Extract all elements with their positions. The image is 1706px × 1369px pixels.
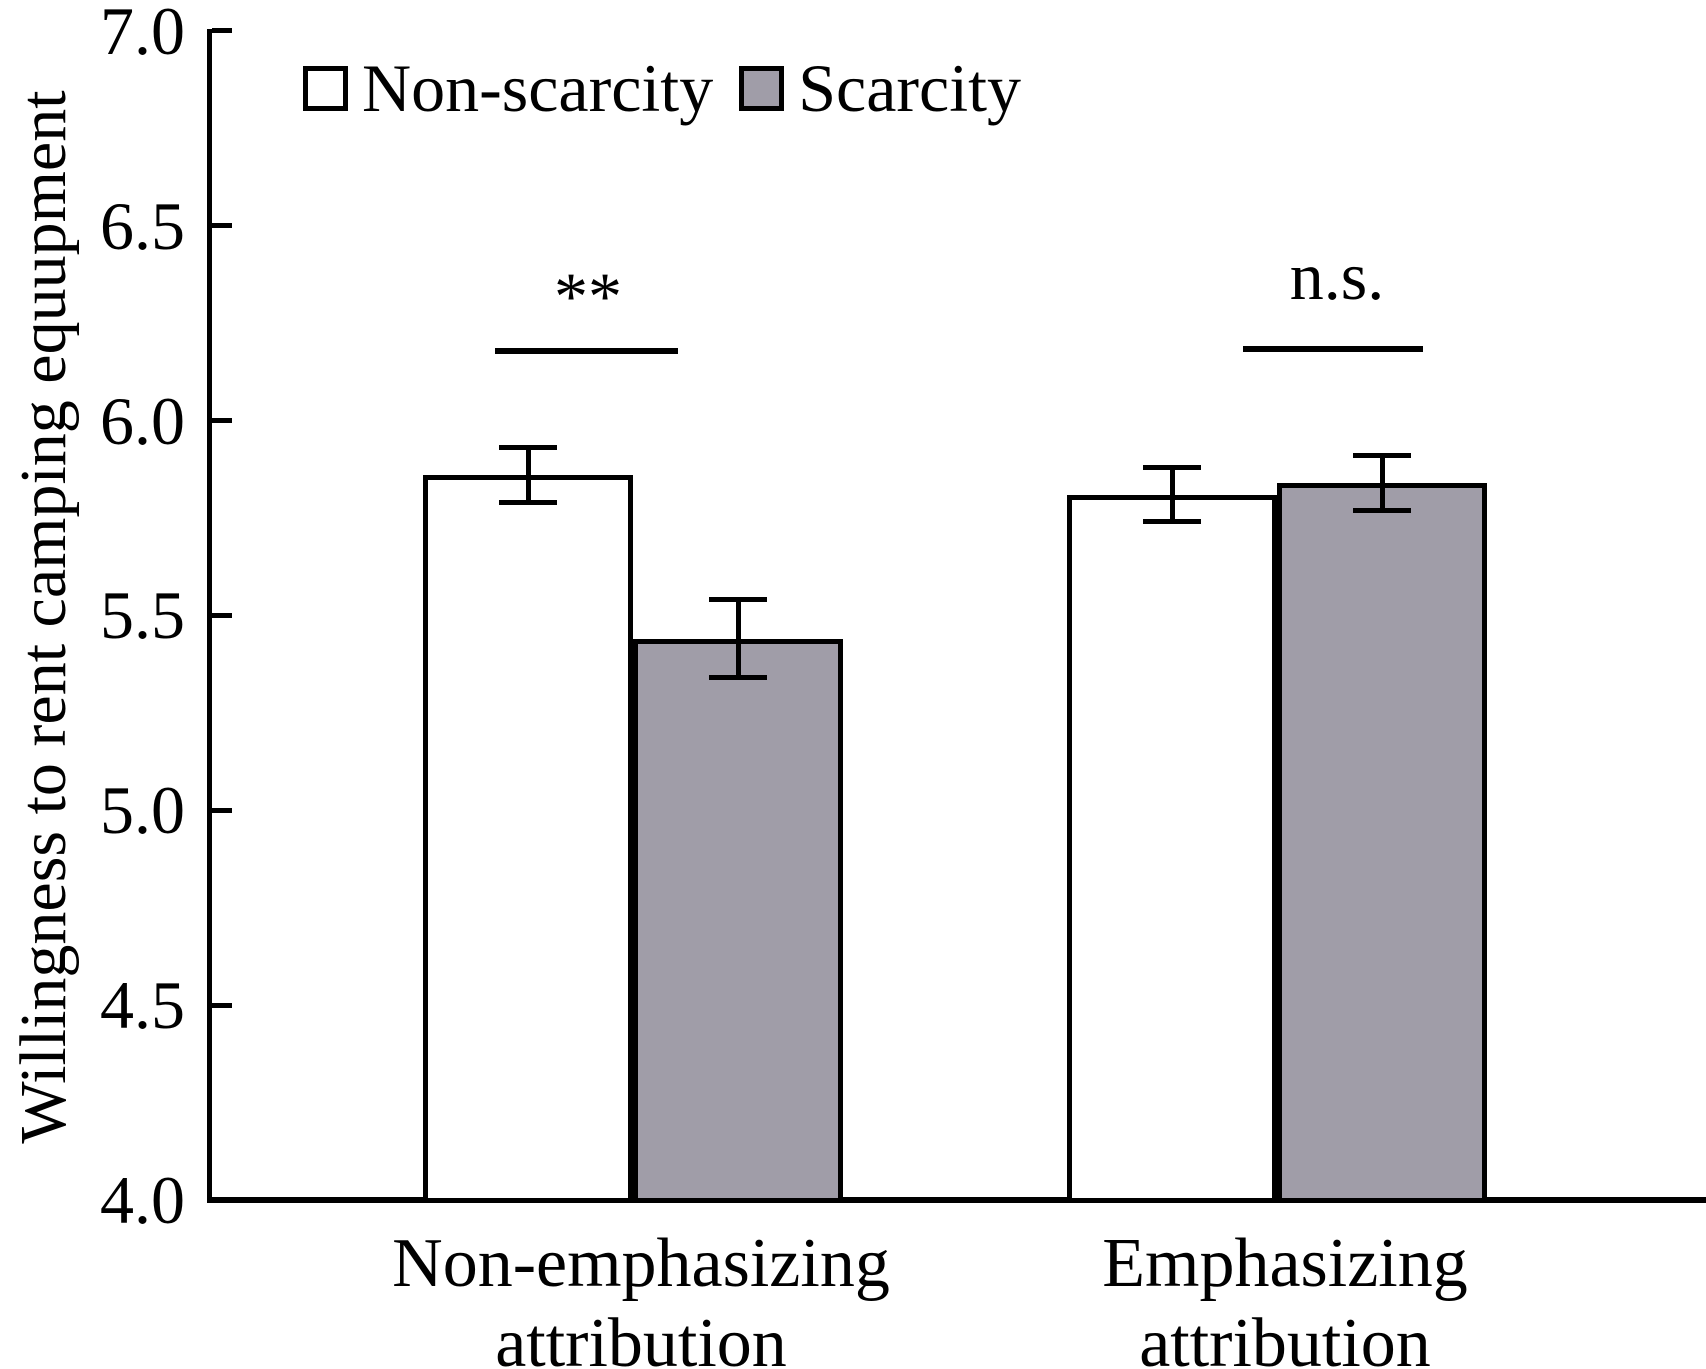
- y-tick-label-5.5: 5.5: [100, 577, 185, 654]
- bar-non-scarcity-group2: [1067, 495, 1277, 1203]
- y-tick-label-5.0: 5.0: [100, 772, 185, 849]
- error-bar-line-scarcity-group1: [736, 600, 741, 678]
- y-tick-7.0: [212, 28, 232, 33]
- error-bar-line-non-scarcity-group2: [1170, 467, 1175, 522]
- legend-label-non-scarcity: Non-scarcity: [362, 50, 714, 126]
- y-tick-6.0: [212, 418, 232, 423]
- y-tick-label-4.0: 4.0: [100, 1162, 185, 1238]
- error-bar-cap-top-non-scarcity-group1: [499, 445, 557, 450]
- y-tick-5.5: [212, 613, 232, 618]
- error-bar-cap-bottom-scarcity-group2: [1353, 508, 1411, 513]
- error-bar-line-non-scarcity-group1: [526, 448, 531, 503]
- x-category-label-group2: [925, 1224, 1645, 1369]
- y-tick-6.5: [212, 223, 232, 228]
- error-bar-cap-bottom-non-scarcity-group2: [1143, 519, 1201, 524]
- error-bar-cap-bottom-non-scarcity-group1: [499, 500, 557, 505]
- y-axis-title: Willingness to rent camping equupment: [7, 90, 80, 1144]
- significance-line-group2: [1243, 346, 1423, 352]
- legend-label-scarcity: Scarcity: [798, 50, 1021, 126]
- x-category-line2: attribution: [1139, 1305, 1431, 1369]
- y-tick-label-6.5: 6.5: [100, 187, 185, 264]
- x-category-line1: Emphasizing: [1102, 1225, 1468, 1302]
- bar-non-scarcity-group1: [423, 475, 633, 1203]
- significance-label-group1: **: [554, 258, 622, 334]
- bar-scarcity-group2: [1277, 483, 1487, 1203]
- y-tick-5.0: [212, 808, 232, 813]
- error-bar-cap-top-non-scarcity-group2: [1143, 465, 1201, 470]
- y-tick-label-6.0: 6.0: [100, 382, 185, 459]
- legend-swatch-non-scarcity: [303, 66, 348, 111]
- x-category-line2: attribution: [495, 1305, 787, 1369]
- y-tick-label-4.5: 4.5: [100, 967, 185, 1044]
- legend-swatch-scarcity: [739, 66, 784, 111]
- x-category-label-group1: [281, 1224, 1001, 1369]
- error-bar-cap-top-scarcity-group2: [1353, 453, 1411, 458]
- significance-line-group1: [495, 348, 678, 354]
- y-tick-label-7.0: 7.0: [100, 0, 185, 69]
- y-tick-4.0: [212, 1198, 232, 1203]
- y-tick-4.5: [212, 1003, 232, 1008]
- bar-scarcity-group1: [633, 639, 843, 1203]
- x-category-line1: Non-emphasizing: [392, 1225, 890, 1302]
- error-bar-cap-bottom-scarcity-group1: [709, 675, 767, 680]
- error-bar-line-scarcity-group2: [1380, 456, 1385, 511]
- significance-label-group2: n.s.: [1289, 238, 1385, 314]
- legend: [303, 48, 1021, 128]
- error-bar-cap-top-scarcity-group1: [709, 597, 767, 602]
